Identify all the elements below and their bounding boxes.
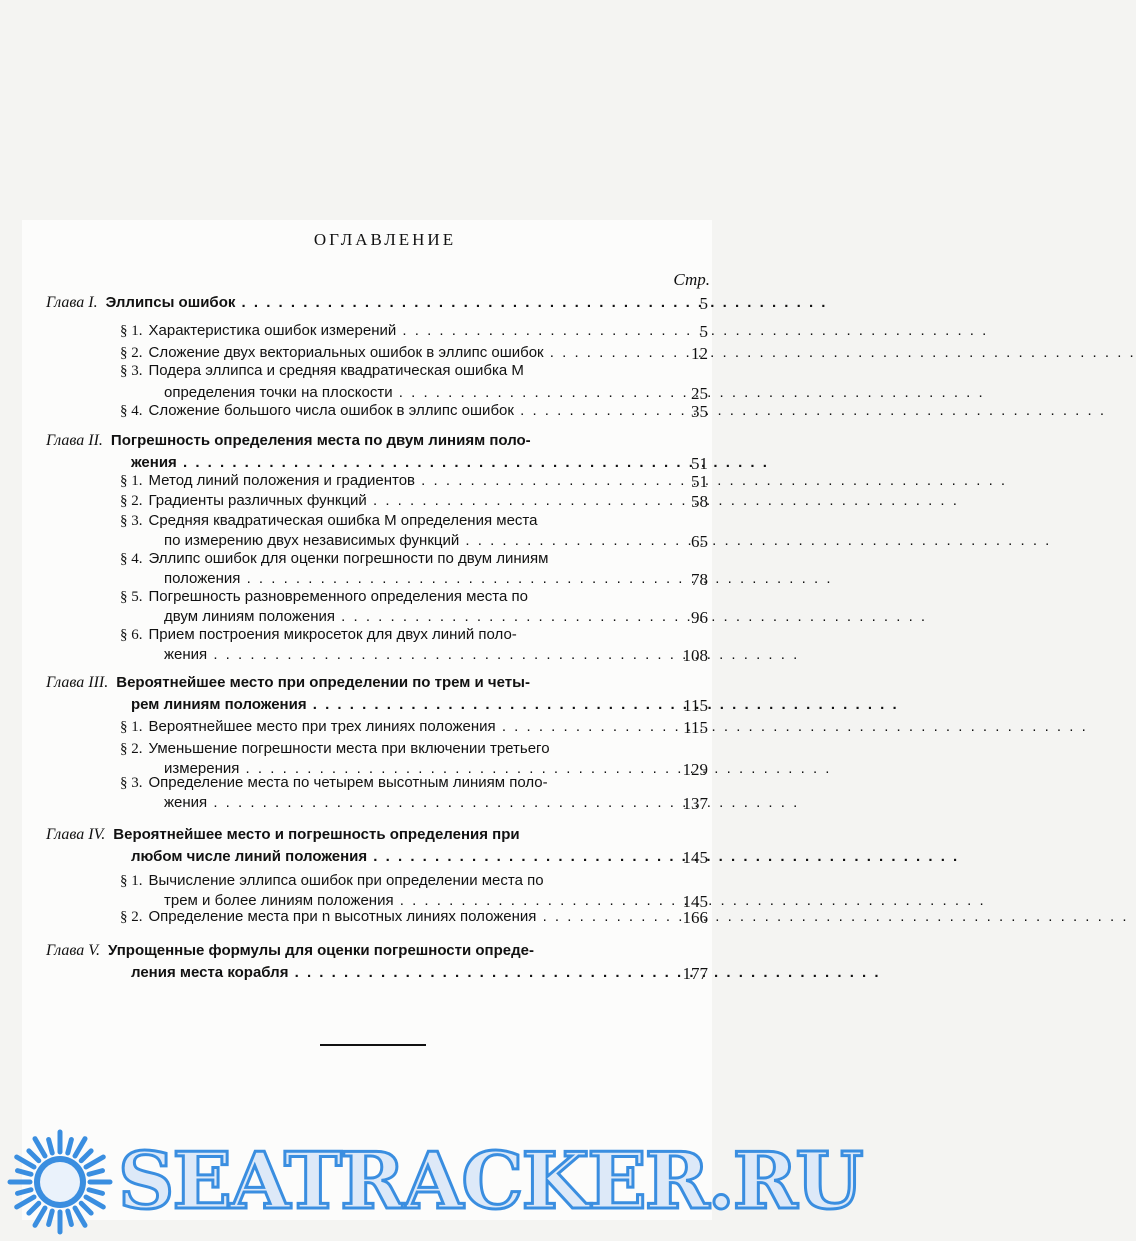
section-number: § 3.: [120, 775, 143, 791]
section-entry: [120, 738, 646, 760]
chapter-page: 5: [699, 294, 708, 313]
section-title-continued: двум линиям положения . . .: [164, 606, 646, 628]
section-number: § 4.: [120, 551, 143, 567]
chapter-heading: [46, 292, 646, 314]
chapter-title: Эллипсы ошибок . . .: [106, 294, 828, 311]
chapter-heading: [46, 824, 646, 846]
chapter-page: 115: [683, 696, 708, 715]
section-number: § 2.: [120, 741, 143, 757]
sun-logo-icon: [8, 1130, 112, 1234]
chapter-title: Вероятнейшее место и погрешность определения при: [113, 826, 520, 843]
section-title: Сложение большого числа ошибок в эллипс ошибок . . .: [149, 402, 1107, 419]
section-entry: [120, 360, 646, 382]
section-title-continued: определения точки на плоскости . . .: [164, 382, 646, 404]
section-title-continued: положения . . .: [164, 568, 646, 590]
section-entry: [120, 400, 646, 422]
section-number: § 6.: [120, 627, 143, 643]
chapter-title-continued: ления места корабля . . .: [131, 962, 646, 984]
section-number: § 3.: [120, 513, 143, 529]
chapter-heading: [46, 672, 646, 694]
section-page: 78: [691, 570, 708, 589]
section-entry: [120, 586, 646, 608]
chapter-heading: [46, 430, 646, 452]
section-title: Подера эллипса и средняя квадратическая ошибка M: [148, 362, 524, 379]
section-number: § 2.: [120, 345, 143, 361]
section-page: 137: [682, 794, 708, 813]
section-page: 51: [691, 472, 708, 491]
section-entry: [120, 772, 646, 794]
section-title: Вероятнейшее место при трех линиях положения . . .: [149, 718, 1088, 735]
chapter-title: Погрешность определения места по двум линиям поло-: [110, 432, 531, 449]
section-page: 25: [691, 384, 708, 403]
chapter-title-continued: жения . . .: [131, 452, 646, 474]
section-page: 166: [682, 908, 708, 927]
chapter-page: 177: [682, 964, 708, 983]
section-entry: [120, 470, 646, 492]
chapter-heading: [46, 940, 646, 962]
section-title: Вычисление эллипса ошибок при определении места по: [148, 872, 544, 889]
chapter-title-continued: любом числе линий положения . . .: [131, 846, 646, 868]
section-number: § 3.: [120, 363, 143, 379]
section-page: 35: [691, 402, 708, 421]
section-entry: [120, 490, 646, 512]
section-title: Погрешность разновременного определения места по: [148, 588, 528, 605]
section-title: Эллипс ошибок для оценки погрешности по двум линиям: [148, 550, 549, 567]
chapter-label: Глава II.: [46, 432, 103, 449]
section-title: Средняя квадратическая ошибка M определения места: [148, 512, 538, 529]
chapter-label: Глава I.: [46, 294, 98, 311]
chapter-page: 51: [691, 454, 708, 473]
section-number: § 1.: [120, 473, 143, 489]
chapter-label: Глава IV.: [46, 826, 106, 843]
section-title: Характеристика ошибок измерений . . .: [149, 322, 989, 339]
section-page: 96: [691, 608, 708, 627]
end-rule: [320, 1044, 426, 1046]
section-title-continued: жения . . .: [164, 644, 646, 666]
section-number: § 2.: [120, 909, 143, 925]
section-entry: [120, 320, 646, 342]
section-title: Метод линий положения и градиентов . . .: [149, 472, 1008, 489]
section-entry: [120, 624, 646, 646]
section-title-continued: жения . . .: [164, 792, 646, 814]
chapter-label: Глава V.: [46, 942, 100, 959]
chapter-page: 145: [682, 848, 708, 867]
section-title-continued: измерения . . .: [164, 758, 646, 780]
section-page: 115: [683, 718, 708, 737]
section-page: 129: [682, 760, 708, 779]
section-title-continued: по измерению двух независимых функций . . .: [164, 530, 646, 552]
chapter-title: Упрощенные формулы для оценки погрешности опреде-: [107, 942, 534, 959]
section-entry: [120, 716, 646, 738]
section-page: 58: [691, 492, 708, 511]
section-page: 5: [699, 322, 708, 341]
section-page: 12: [691, 344, 708, 363]
section-title-continued: трем и более линиям положения . . .: [164, 890, 646, 912]
section-entry: [120, 870, 646, 892]
chapter-title: Вероятнейшее место при определении по трем и четы-: [116, 674, 530, 691]
section-page: 145: [682, 892, 708, 911]
watermark-text: SEATRACKER.RU: [118, 1136, 862, 1227]
section-title: Уменьшение погрешности места при включении третьего: [148, 740, 550, 757]
section-number: § 2.: [120, 493, 143, 509]
section-page: 65: [691, 532, 708, 551]
section-number: § 1.: [120, 323, 143, 339]
section-title: Прием построения микросеток для двух линий поло-: [148, 626, 517, 643]
section-title: Определение места при n высотных линиях положения . . .: [149, 908, 1129, 925]
section-entry: [120, 510, 646, 532]
page-column-label: Стр.: [673, 270, 710, 289]
section-entry: [120, 906, 646, 928]
section-title: Градиенты различных функций . . .: [149, 492, 959, 509]
chapter-label: Глава III.: [46, 674, 109, 691]
section-page: 108: [682, 646, 708, 665]
section-number: § 1.: [120, 873, 143, 889]
chapter-title-continued: рем линиям положения . . .: [131, 694, 646, 716]
section-entry: [120, 548, 646, 570]
section-number: § 5.: [120, 589, 143, 605]
section-number: § 1.: [120, 719, 143, 735]
section-title: Определение места по четырем высотным линиям поло-: [148, 774, 548, 791]
section-number: § 4.: [120, 403, 143, 419]
page-title: ОГЛАВЛЕНИЕ: [313, 230, 457, 249]
section-title: Сложение двух векториальных ошибок в эллипс ошибок . . .: [149, 344, 1136, 361]
